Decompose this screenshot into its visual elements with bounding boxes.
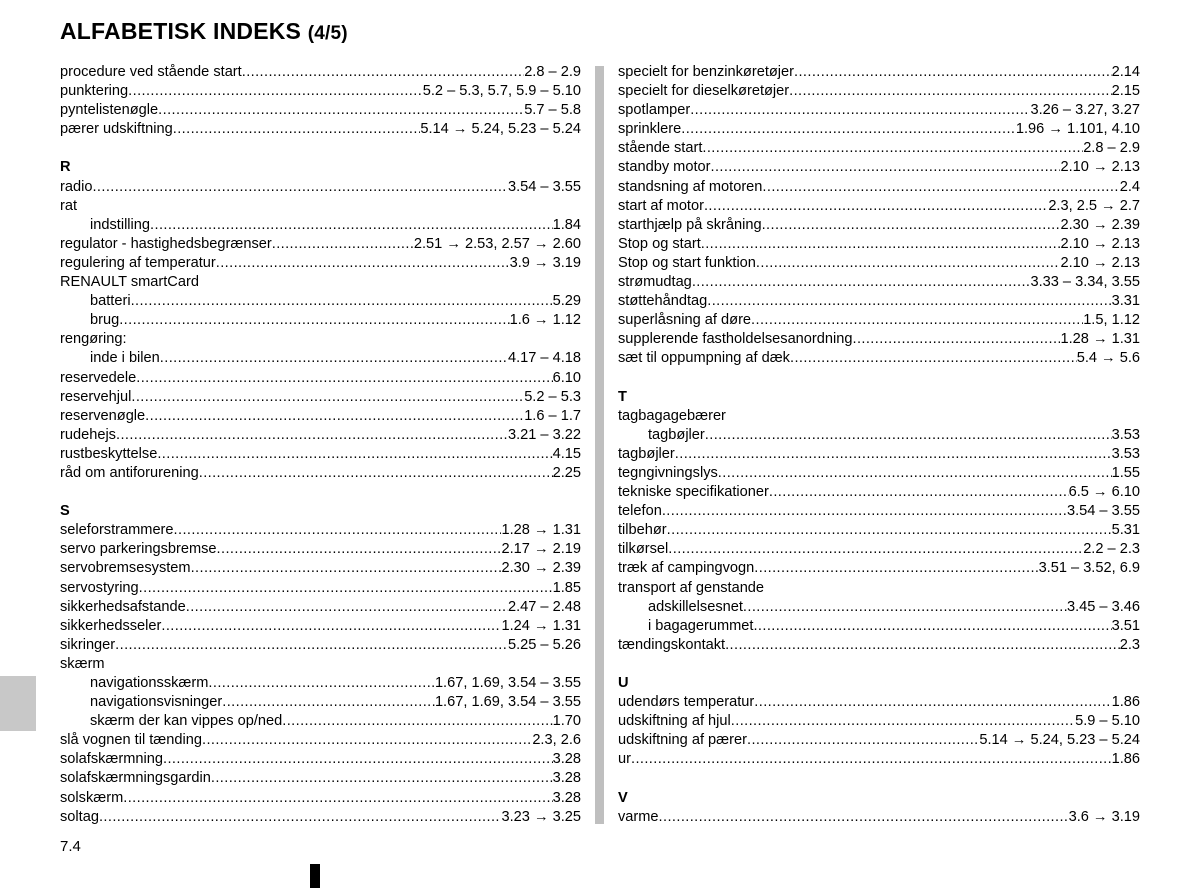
dot-leader	[99, 808, 502, 827]
letter-heading-text: V	[618, 789, 628, 806]
letter-heading	[618, 388, 1140, 407]
index-entry	[618, 101, 1140, 120]
index-group-label	[60, 655, 581, 674]
index-entry	[60, 101, 581, 120]
entry-term: procedure ved stående start	[60, 64, 242, 80]
index-subentry	[618, 617, 1140, 636]
index-group-label	[60, 197, 581, 216]
entry-term: pærer udskiftning	[60, 121, 173, 138]
index-entry	[60, 63, 581, 82]
index-group-text: tagbagagebærer	[618, 407, 726, 424]
entry-term: rustbeskyttelse	[60, 445, 158, 462]
entry-term: tekniske specifikationer	[618, 484, 769, 501]
entry-pages: 6.10	[552, 369, 581, 386]
entry-term: solafskærmningsgardin	[60, 770, 211, 787]
dot-leader	[707, 292, 1111, 311]
entry-term: servostyring	[60, 579, 139, 596]
entry-pages: 1.55	[1111, 464, 1140, 481]
index-subentry	[60, 216, 581, 235]
entry-term: standsning af motoren	[618, 178, 763, 195]
index-entry	[618, 158, 1140, 177]
title-part: (4/5)	[307, 23, 348, 44]
index-entry	[60, 82, 581, 101]
entry-term: radio	[60, 178, 93, 195]
entry-pages: 2.14	[1111, 64, 1140, 80]
entry-pages: 3.51 – 3.52, 6.9	[1038, 560, 1140, 577]
entry-pages: 3.28	[552, 751, 581, 768]
entry-pages: 2.17 → 2.19	[501, 541, 581, 558]
index-subentry	[618, 598, 1140, 617]
entry-pages: 3.53	[1111, 426, 1140, 443]
index-entry	[618, 349, 1140, 368]
dot-leader	[174, 521, 502, 540]
index-entry	[60, 789, 581, 808]
entry-term: start af motor	[618, 197, 704, 214]
dot-leader	[756, 254, 1061, 273]
entry-term: navigationsvisninger	[90, 694, 223, 711]
index-entry	[60, 636, 581, 655]
entry-term: servobremsesystem	[60, 560, 191, 577]
entry-term: batteri	[90, 293, 131, 310]
dot-leader	[704, 197, 1048, 216]
entry-pages: 4.15	[552, 445, 581, 462]
index-group-text: rengøring:	[60, 331, 127, 348]
index-column-left	[60, 63, 581, 827]
entry-term: brug	[90, 312, 120, 329]
blank-line	[60, 139, 581, 158]
entry-pages: 2.3, 2.5 → 2.7	[1048, 197, 1140, 214]
entry-term: pyntelistenøgle	[60, 102, 159, 119]
dot-leader	[222, 693, 435, 712]
blank-line	[618, 369, 1140, 388]
entry-term: sprinklere	[618, 121, 682, 138]
entry-pages: 1.86	[1111, 751, 1140, 768]
blank-line	[60, 483, 581, 502]
blank-line	[618, 769, 1140, 788]
entry-pages: 6.5 → 6.10	[1068, 484, 1140, 501]
index-entry	[618, 521, 1140, 540]
index-subentry	[618, 426, 1140, 445]
index-group-label	[618, 407, 1140, 426]
entry-pages: 2.10 → 2.13	[1060, 159, 1140, 176]
dot-leader	[211, 769, 553, 788]
entry-term: soltag	[60, 808, 99, 825]
entry-pages: 2.10 → 2.13	[1060, 254, 1140, 271]
entry-term: reservenøgle	[60, 407, 146, 424]
dot-leader	[710, 158, 1060, 177]
index-entry	[60, 254, 581, 273]
entry-term: udskiftning af hjul	[618, 713, 731, 730]
dot-leader	[128, 82, 423, 101]
index-group-text: skærm	[60, 655, 105, 672]
dot-leader	[725, 636, 1120, 655]
dot-leader	[681, 120, 1016, 139]
entry-pages: 3.28	[552, 789, 581, 806]
entry-term: Stop og start funktion	[618, 254, 756, 271]
entry-pages: 5.9 – 5.10	[1075, 713, 1140, 730]
index-group-text: transport af genstande	[618, 579, 765, 596]
dot-leader	[150, 216, 553, 235]
entry-term: superlåsning af døre	[618, 312, 752, 329]
dot-leader	[92, 178, 508, 197]
entry-term: tagbøjler	[618, 445, 675, 462]
entry-pages: 1.6 – 1.7	[524, 407, 581, 424]
dot-leader	[705, 426, 1112, 445]
dot-leader	[217, 540, 502, 559]
entry-pages: 5.14 → 5.24, 5.23 – 5.24	[420, 121, 581, 138]
dot-leader	[202, 731, 532, 750]
entry-pages: 5.4 → 5.6	[1076, 350, 1140, 367]
index-entry	[618, 235, 1140, 254]
index-subentry	[60, 674, 581, 693]
index-entry	[618, 197, 1140, 216]
dot-leader	[753, 617, 1111, 636]
entry-term: ur	[618, 751, 631, 768]
dot-leader	[199, 464, 553, 483]
entry-pages: 2.3	[1119, 636, 1140, 653]
index-entry	[618, 808, 1140, 827]
dot-leader	[173, 120, 421, 139]
index-entry	[618, 540, 1140, 559]
entry-pages: 2.8 – 2.9	[1083, 140, 1140, 157]
index-entry	[60, 617, 581, 636]
entry-term: træk af campingvogn	[618, 560, 755, 577]
dot-leader	[282, 712, 552, 731]
entry-term: regulator - hastighedsbegrænser	[60, 235, 272, 252]
entry-pages: 1.24 → 1.31	[501, 617, 581, 634]
entry-term: solskærm	[60, 789, 124, 806]
entry-term: regulering af temperatur	[60, 254, 216, 271]
entry-term: støttehåndtag	[618, 293, 708, 310]
entry-pages: 1.67, 1.69, 3.54 – 3.55	[434, 675, 581, 691]
letter-heading	[60, 158, 581, 177]
entry-pages: 2.8 – 2.9	[524, 64, 581, 80]
entry-pages: 2.2 – 2.3	[1083, 541, 1140, 558]
dot-leader	[692, 273, 1031, 292]
dot-leader	[789, 82, 1111, 101]
title-main: ALFABETISK INDEKS	[60, 18, 302, 44]
entry-term: supplerende fastholdelsesanordning	[618, 331, 853, 348]
entry-pages: 1.67, 1.69, 3.54 – 3.55	[434, 694, 581, 711]
dot-leader	[718, 464, 1112, 483]
entry-term: reservedele	[60, 369, 137, 386]
entry-pages: 2.3, 2.6	[532, 732, 581, 749]
index-column-right	[618, 63, 1140, 827]
index-entry	[60, 559, 581, 578]
index-group-text: rat	[60, 197, 78, 214]
index-entry	[60, 388, 581, 407]
letter-heading	[618, 789, 1140, 808]
index-entry	[60, 445, 581, 464]
index-subentry	[60, 693, 581, 712]
entry-pages: 2.51 → 2.53, 2.57 → 2.60	[413, 235, 581, 252]
entry-term: indstilling	[90, 216, 151, 233]
dot-leader	[852, 330, 1060, 349]
entry-term: sikkerhedsafstande	[60, 598, 186, 615]
entry-term: slå vognen til tænding	[60, 732, 202, 749]
dot-leader	[631, 750, 1112, 769]
index-entry	[618, 178, 1140, 197]
index-entry	[618, 292, 1140, 311]
index-entry	[618, 273, 1140, 292]
entry-term: sikkerhedsseler	[60, 617, 162, 634]
entry-pages: 2.30 → 2.39	[1060, 216, 1140, 233]
entry-pages: 5.31	[1111, 522, 1140, 539]
index-entry	[618, 216, 1140, 235]
letter-heading	[60, 502, 581, 521]
entry-pages: 1.5, 1.12	[1083, 312, 1140, 329]
entry-term: tilkørsel	[618, 541, 669, 558]
index-entry	[618, 731, 1140, 750]
dot-leader	[115, 636, 508, 655]
index-entry	[60, 521, 581, 540]
index-entry	[60, 540, 581, 559]
dot-leader	[702, 139, 1083, 158]
entry-pages: 1.84	[552, 216, 581, 233]
index-entry	[618, 139, 1140, 158]
dot-leader	[158, 101, 524, 120]
entry-pages: 5.29	[552, 293, 581, 310]
entry-term: telefon	[618, 503, 662, 520]
entry-pages: 1.28 → 1.31	[501, 522, 581, 539]
entry-term: udendørs temperatur	[618, 694, 755, 711]
dot-leader	[157, 445, 552, 464]
entry-term: tagbøjler	[648, 426, 705, 443]
dot-leader	[751, 311, 1083, 330]
dot-leader	[754, 693, 1111, 712]
entry-pages: 2.30 → 2.39	[501, 560, 581, 577]
entry-term: solafskærmning	[60, 751, 164, 768]
letter-heading-text: T	[618, 388, 627, 405]
entry-pages: 3.23 → 3.25	[501, 808, 581, 825]
entry-term: spotlamper	[618, 102, 691, 119]
index-entry	[60, 178, 581, 197]
entry-pages: 3.26 – 3.27, 3.27	[1030, 102, 1140, 119]
letter-heading-text: R	[60, 159, 71, 176]
index-entry	[60, 369, 581, 388]
index-entry	[618, 712, 1140, 731]
index-entry	[618, 120, 1140, 139]
index-entry	[618, 483, 1140, 502]
entry-term: servo parkeringsbremse	[60, 541, 217, 558]
dot-leader	[272, 235, 414, 254]
entry-term: specielt for dieselkøretøjer	[618, 83, 790, 100]
index-entry	[618, 559, 1140, 578]
entry-pages: 2.10 → 2.13	[1060, 235, 1140, 252]
index-entry	[60, 407, 581, 426]
crop-mark	[310, 864, 320, 888]
index-entry	[618, 330, 1140, 349]
letter-heading-text: S	[60, 503, 70, 520]
dot-leader	[139, 579, 553, 598]
entry-term: starthjælp på skråning	[618, 216, 762, 233]
entry-term: varme	[618, 808, 659, 825]
dot-leader	[731, 712, 1075, 731]
index-entry	[60, 120, 581, 139]
dot-leader	[754, 559, 1038, 578]
entry-pages: 2.4	[1119, 178, 1140, 195]
entry-term: i bagagerummet	[648, 617, 754, 634]
dot-leader	[191, 559, 502, 578]
dot-leader	[136, 369, 552, 388]
dot-leader	[131, 292, 553, 311]
entry-pages: 5.7 – 5.8	[524, 102, 581, 119]
index-entry	[60, 808, 581, 827]
dot-leader	[762, 216, 1061, 235]
index-subentry	[60, 349, 581, 368]
entry-pages: 1.85	[552, 579, 581, 596]
index-group-label	[60, 330, 581, 349]
entry-pages: 1.86	[1111, 694, 1140, 711]
entry-pages: 5.25 – 5.26	[507, 636, 581, 653]
dot-leader	[163, 750, 553, 769]
dot-leader	[186, 598, 508, 617]
dot-leader	[160, 349, 508, 368]
index-entry	[60, 750, 581, 769]
index-entry	[618, 445, 1140, 464]
dot-leader	[668, 540, 1083, 559]
dot-leader	[216, 254, 510, 273]
entry-term: specielt for benzinkøretøjer	[618, 64, 795, 80]
chapter-tab	[0, 676, 36, 731]
entry-pages: 3.54 – 3.55	[507, 178, 581, 195]
entry-pages: 1.6 → 1.12	[509, 312, 581, 329]
entry-pages: 1.28 → 1.31	[1060, 331, 1140, 348]
entry-pages: 2.47 – 2.48	[507, 598, 581, 615]
dot-leader	[690, 101, 1030, 120]
dot-leader	[208, 674, 435, 693]
entry-term: tilbehør	[618, 522, 667, 539]
entry-term: navigationsskærm	[90, 675, 209, 691]
index-entry	[60, 731, 581, 750]
index-entry	[618, 63, 1140, 82]
dot-leader	[119, 311, 509, 330]
index-entry	[618, 502, 1140, 521]
dot-leader	[675, 445, 1112, 464]
index-subentry	[60, 292, 581, 311]
index-group-label	[60, 273, 581, 292]
entry-pages: 1.70	[552, 713, 581, 730]
index-entry	[618, 464, 1140, 483]
page-number: 7.4	[60, 838, 81, 855]
index-subentry	[60, 311, 581, 330]
index-entry	[60, 579, 581, 598]
entry-term: Stop og start	[618, 235, 701, 252]
entry-pages: 4.17 – 4.18	[507, 350, 581, 367]
entry-pages: 2.25	[552, 464, 581, 481]
entry-pages: 3.45 – 3.46	[1066, 598, 1140, 615]
entry-pages: 5.14 → 5.24, 5.23 – 5.24	[979, 732, 1140, 749]
dot-leader	[701, 235, 1061, 254]
entry-pages: 3.51	[1111, 617, 1140, 634]
entry-term: seleforstrammere	[60, 522, 174, 539]
index-entry	[618, 636, 1140, 655]
column-divider	[595, 66, 604, 824]
index-group-text: RENAULT smartCard	[60, 274, 199, 291]
entry-pages: 2.15	[1111, 83, 1140, 100]
dot-leader	[659, 808, 1069, 827]
entry-term: sikringer	[60, 636, 116, 653]
dot-leader	[743, 598, 1067, 617]
entry-pages: 3.53	[1111, 445, 1140, 462]
dot-leader	[123, 789, 552, 808]
entry-term: stående start	[618, 140, 703, 157]
blank-line	[618, 655, 1140, 674]
dot-leader	[662, 502, 1067, 521]
entry-term: standby motor	[618, 159, 711, 176]
entry-term: råd om antiforurening	[60, 464, 199, 481]
entry-pages: 3.9 → 3.19	[509, 254, 581, 271]
dot-leader	[769, 483, 1069, 502]
index-entry	[618, 254, 1140, 273]
dot-leader	[667, 521, 1112, 540]
index-entry	[60, 426, 581, 445]
dot-leader	[790, 349, 1077, 368]
index-entry	[60, 598, 581, 617]
entry-term: udskiftning af pærer	[618, 732, 747, 749]
page-title	[60, 18, 348, 45]
entry-term: rudehejs	[60, 426, 116, 443]
index-entry	[618, 82, 1140, 101]
dot-leader	[242, 63, 524, 82]
entry-term: sæt til oppumpning af dæk	[618, 350, 790, 367]
entry-term: punktering	[60, 83, 129, 100]
entry-term: inde i bilen	[90, 350, 160, 367]
index-entry	[60, 464, 581, 483]
letter-heading	[618, 674, 1140, 693]
entry-term: tændingskontakt	[618, 636, 726, 653]
entry-pages: 1.96 → 1.101, 4.10	[1015, 121, 1140, 138]
index-entry	[60, 235, 581, 254]
dot-leader	[161, 617, 501, 636]
entry-pages: 3.6 → 3.19	[1068, 808, 1140, 825]
dot-leader	[116, 426, 508, 445]
index-entry	[618, 693, 1140, 712]
entry-term: reservehjul	[60, 388, 132, 405]
index-entry	[618, 750, 1140, 769]
entry-pages: 3.28	[552, 770, 581, 787]
entry-pages: 3.31	[1111, 293, 1140, 310]
index-subentry	[60, 712, 581, 731]
entry-pages: 3.33 – 3.34, 3.55	[1030, 274, 1140, 291]
index-entry	[60, 769, 581, 788]
dot-leader	[794, 63, 1112, 82]
index-entry	[618, 311, 1140, 330]
entry-pages: 3.54 – 3.55	[1066, 503, 1140, 520]
dot-leader	[145, 407, 524, 426]
dot-leader	[762, 178, 1119, 197]
entry-pages: 5.2 – 5.3	[524, 388, 581, 405]
entry-pages: 5.2 – 5.3, 5.7, 5.9 – 5.10	[422, 83, 581, 100]
dot-leader	[747, 731, 979, 750]
dot-leader	[131, 388, 524, 407]
entry-pages: 3.21 – 3.22	[507, 426, 581, 443]
entry-term: skærm der kan vippes op/ned	[90, 713, 283, 730]
index-group-label	[618, 579, 1140, 598]
entry-term: adskillelsesnet	[648, 598, 743, 615]
entry-term: tegngivningslys	[618, 464, 718, 481]
entry-term: strømudtag	[618, 274, 692, 291]
letter-heading-text: U	[618, 675, 629, 691]
